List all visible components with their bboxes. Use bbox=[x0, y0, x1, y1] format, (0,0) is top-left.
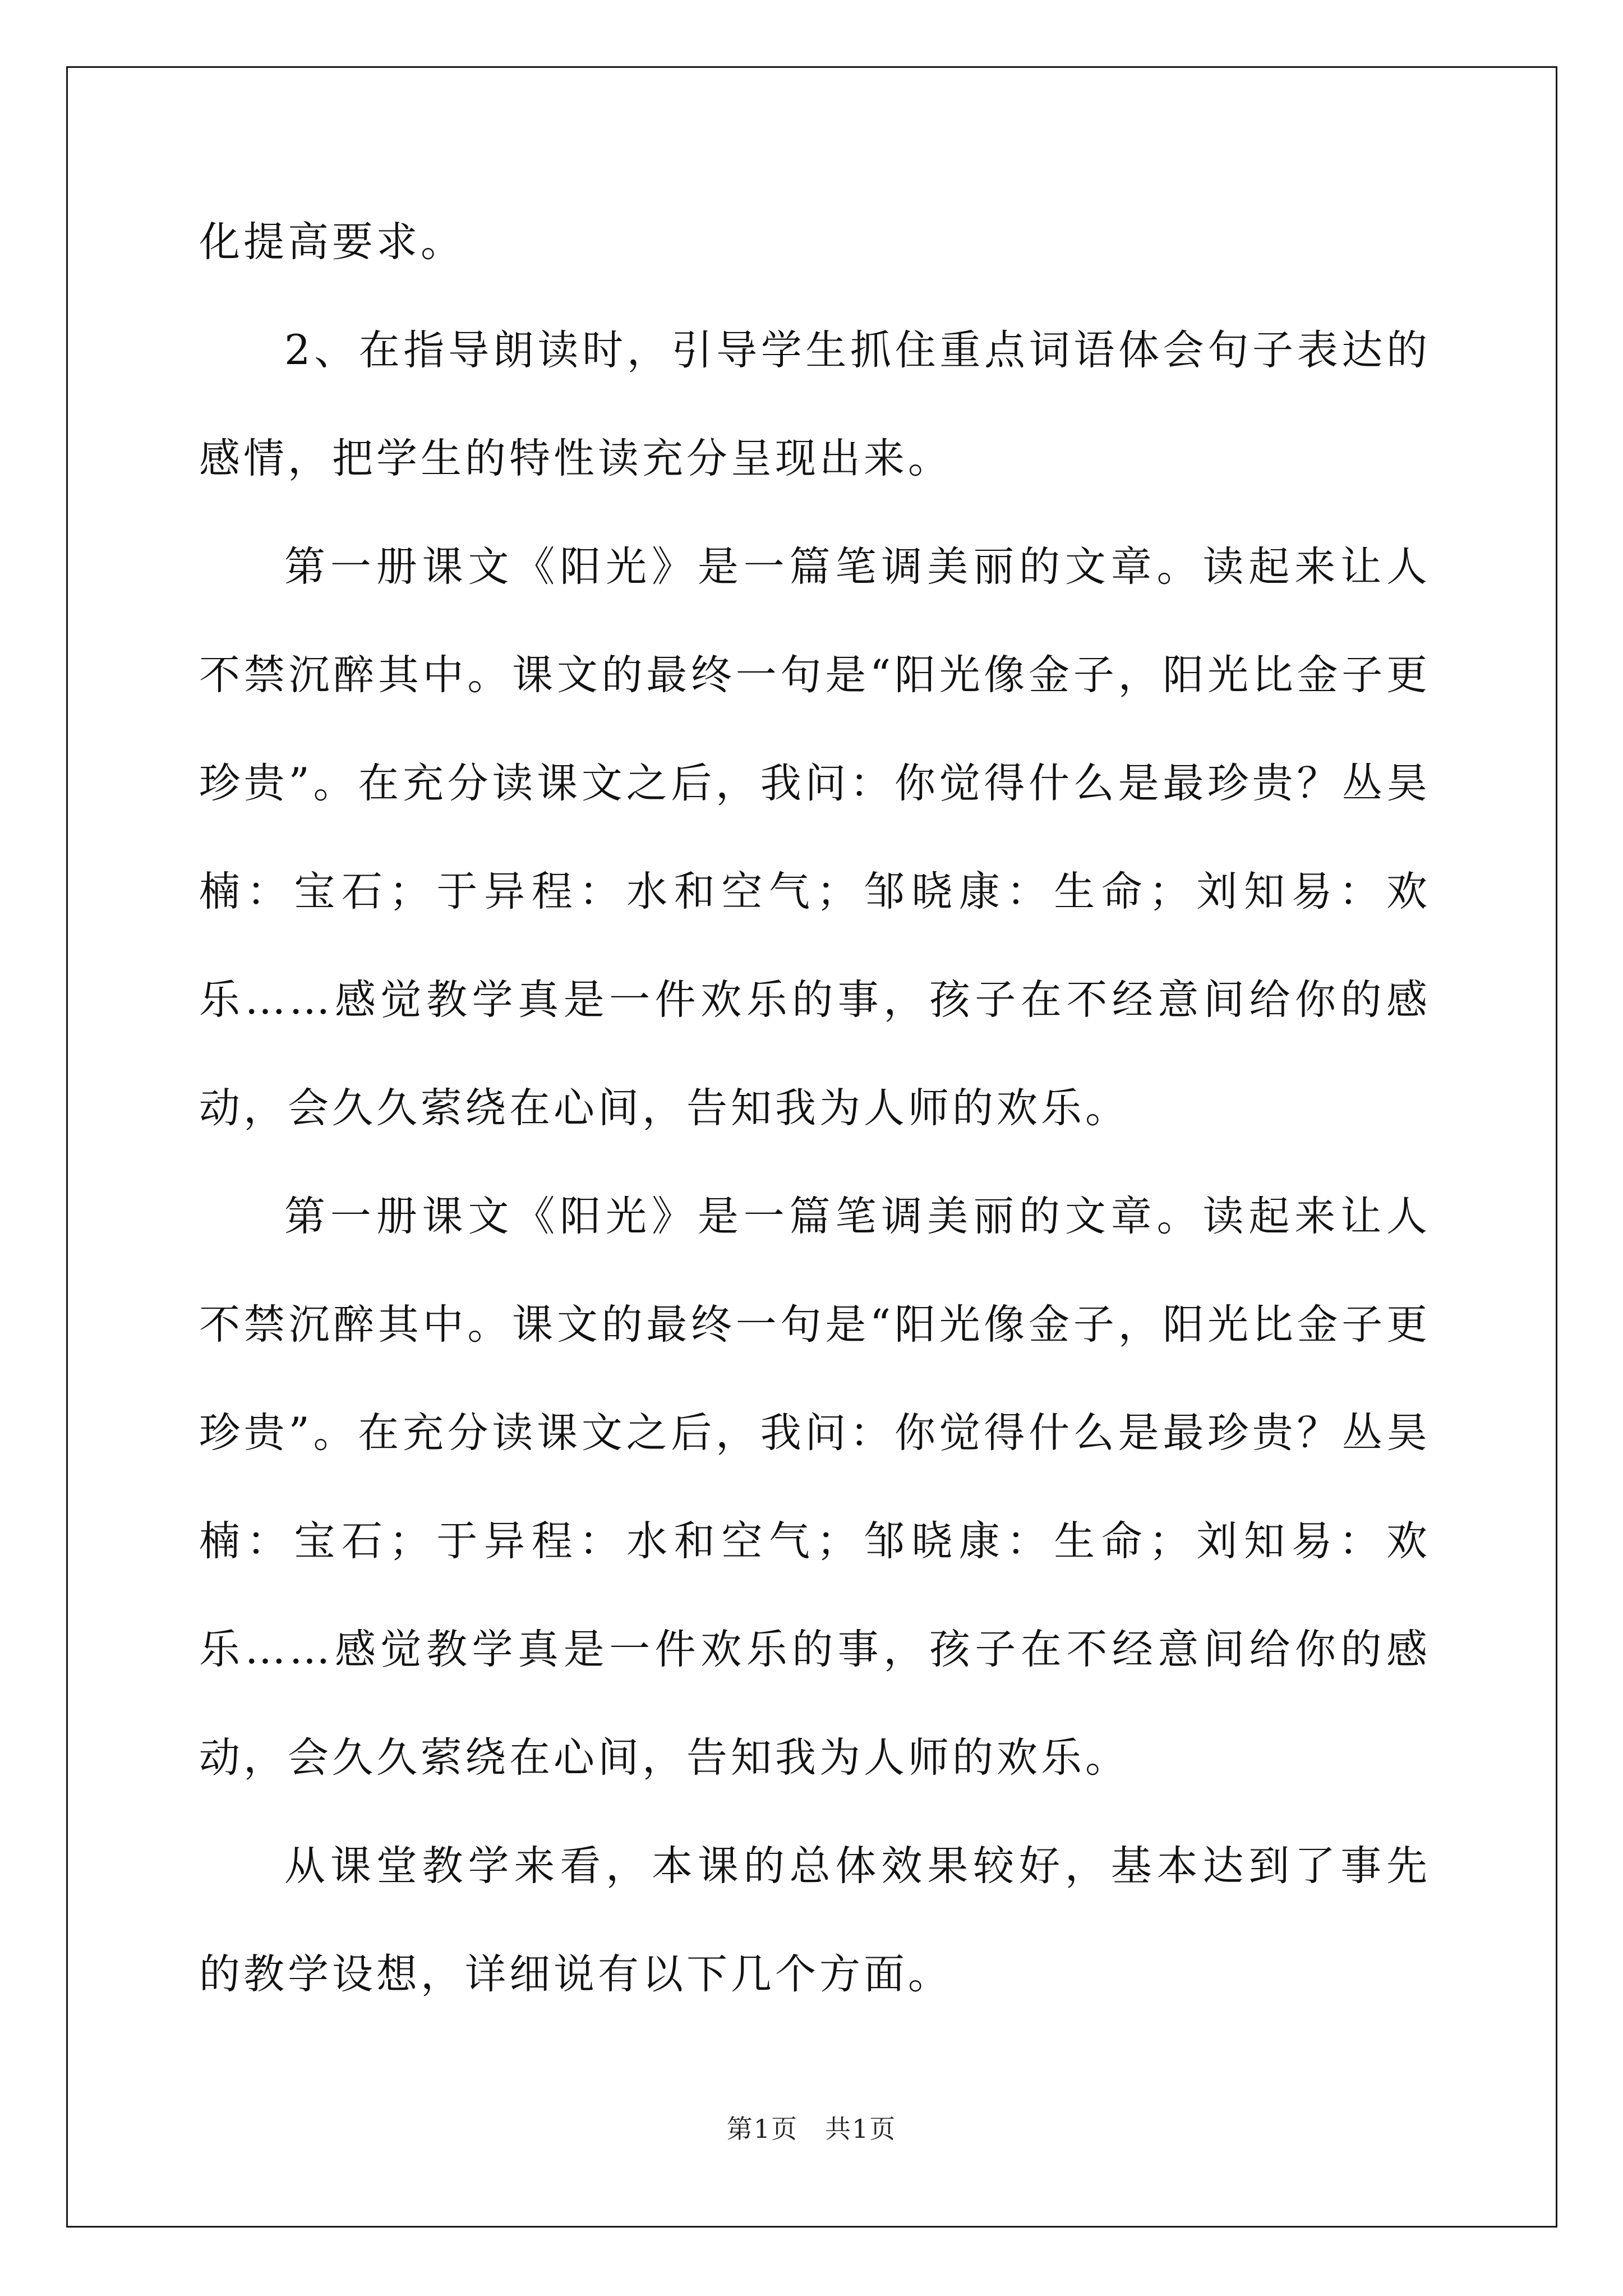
paragraph-continuation: 化提高要求。 bbox=[199, 218, 465, 266]
page-number: 第1页 bbox=[726, 2114, 798, 2144]
paragraph-reading-guidance: 2、在指导朗读时，引导学生抓住重点词语体会句子表达的感情，把学生的特性读充分呈现出来。 bbox=[199, 326, 1431, 482]
page-footer bbox=[0, 2112, 1623, 2146]
paragraph-sunshine-lesson-repeat: 第一册课文《阳光》是一篇笔调美丽的文章。读起来让人不禁沉醉其中。课文的最终一句是“阳光像金子，阳光比金子更珍贵”。在充分读课文之后，我问：你觉得什么是最珍贵？丛昊楠：宝石；于异程：水和空气；邹晓康：生命；刘知易：欢乐……感觉教学真是一件欢乐的事，孩子在不经意间给你的感动，会久久萦绕在心间，告知我为人师的欢乐。 bbox=[199, 1193, 1431, 1782]
document-body bbox=[199, 188, 1431, 2028]
paragraph-sunshine-lesson: 第一册课文《阳光》是一篇笔调美丽的文章。读起来让人不禁沉醉其中。课文的最终一句是“阳光像金子，阳光比金子更珍贵”。在充分读课文之后，我问：你觉得什么是最珍贵？丛昊楠：宝石；于异程：水和空气；邹晓康：生命；刘知易：欢乐……感觉教学真是一件欢乐的事，孩子在不经意间给你的感动，会久久萦绕在心间，告知我为人师的欢乐。 bbox=[199, 543, 1431, 1132]
paragraph-classroom-summary: 从课堂教学来看，本课的总体效果较好，基本达到了事先的教学设想，详细说有以下几个方面。 bbox=[199, 1842, 1431, 1998]
page-count: 共1页 bbox=[825, 2114, 897, 2144]
